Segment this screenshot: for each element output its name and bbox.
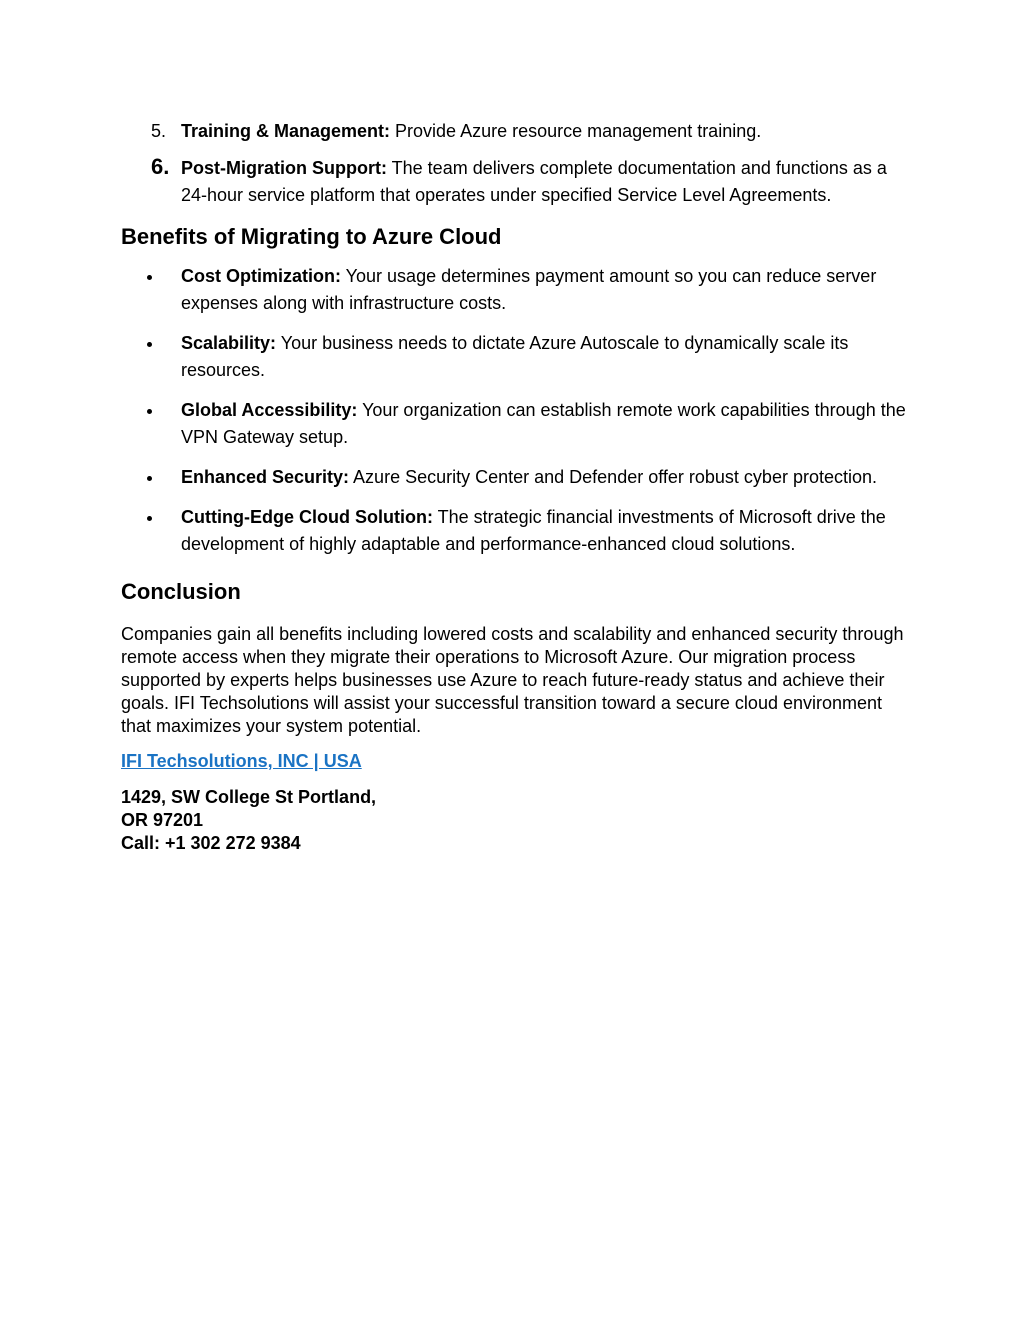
- bullet-icon: [147, 275, 152, 280]
- bullet-icon: [147, 476, 152, 481]
- address-line-2: OR 97201: [121, 810, 204, 830]
- item-label: Cutting-Edge Cloud Solution:: [181, 507, 433, 527]
- item-text: Your business needs to dictate Azure Autoscale to dynamically scale its resources.: [181, 333, 849, 380]
- contact-address: [121, 786, 911, 855]
- company-link[interactable]: IFI Techsolutions, INC | USA: [121, 751, 362, 771]
- document-content: [121, 118, 911, 855]
- list-item: [121, 155, 911, 209]
- list-item: [121, 330, 911, 384]
- bullet-icon: [147, 342, 152, 347]
- conclusion-heading: Conclusion: [121, 579, 241, 604]
- benefits-heading: Benefits of Migrating to Azure Cloud: [121, 224, 502, 249]
- item-text: The team delivers complete documentation and functions as a 24-hour service platform that operates under specified Service Level Agreements.: [181, 158, 887, 205]
- item-label: Scalability:: [181, 333, 277, 353]
- item-text: Azure Security Center and Defender offer robust cyber protection.: [349, 467, 877, 487]
- bullet-icon: [147, 409, 152, 414]
- list-item: [121, 464, 911, 491]
- list-item: [121, 397, 911, 451]
- list-item: [121, 504, 911, 558]
- item-text: The strategic financial investments of Microsoft drive the development of highly adaptable and performance-enhanced cloud solutions.: [181, 507, 886, 554]
- item-text: Your organization can establish remote work capabilities through the VPN Gateway setup.: [181, 400, 906, 447]
- item-label: Post-Migration Support:: [181, 158, 387, 178]
- item-text: Your usage determines payment amount so you can reduce server expenses along with infrastructure costs.: [181, 266, 877, 313]
- item-label: Global Accessibility:: [181, 400, 358, 420]
- address-line-1: 1429, SW College St Portland,: [121, 787, 377, 807]
- conclusion-paragraph: Companies gain all benefits including lowered costs and scalability and enhanced security through remote access when they migrate their operations to Microsoft Azure. Our migration process supported by experts helps businesses use Azure to reach future-ready status and achieve their goals. IFI Techsolutions will assist your successful transition toward a secure cloud environment that maximizes your system potential.: [121, 624, 904, 736]
- item-label: Enhanced Security:: [181, 467, 350, 487]
- list-number: 6.: [151, 154, 170, 179]
- list-item: [121, 118, 911, 145]
- bullet-icon: [147, 516, 152, 521]
- phone-number: Call: +1 302 272 9384: [121, 833, 301, 853]
- item-label: Cost Optimization:: [181, 266, 341, 286]
- list-item: [121, 263, 911, 317]
- benefits-list: [121, 263, 911, 558]
- item-label: Training & Management:: [181, 121, 391, 141]
- item-text: Provide Azure resource management training.: [390, 121, 762, 141]
- list-number: 5.: [151, 121, 167, 141]
- numbered-list: [121, 118, 911, 209]
